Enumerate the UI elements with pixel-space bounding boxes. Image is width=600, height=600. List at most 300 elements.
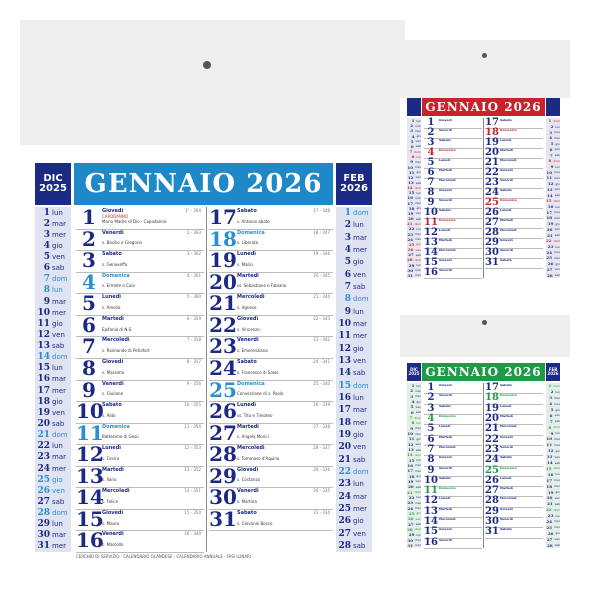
side-day-name: mar bbox=[415, 159, 421, 164]
day-number: 29 bbox=[485, 237, 499, 248]
saint-name: s. Raimondo di Peñafort bbox=[102, 348, 150, 354]
side-day-number: 16 bbox=[547, 204, 554, 210]
weekday-label: Giovedì bbox=[439, 258, 452, 262]
day-of-year: 17 - 348 bbox=[313, 208, 330, 213]
side-day-name: ven bbox=[415, 479, 421, 484]
side-day-number: 1 bbox=[548, 383, 552, 389]
day-number: 21 bbox=[485, 423, 499, 435]
side-day-name: dom bbox=[553, 507, 561, 512]
side-day-name: lun bbox=[353, 221, 364, 230]
days-column-1 bbox=[76, 207, 204, 552]
side-day-number: 9 bbox=[550, 430, 554, 436]
month-title-banner bbox=[74, 163, 333, 205]
next-month-header bbox=[336, 163, 372, 205]
side-day-number: 25 bbox=[546, 524, 552, 530]
side-day-number: 23 bbox=[547, 513, 554, 519]
weekday-label: Martedì bbox=[237, 272, 259, 279]
side-day-name: mer bbox=[414, 394, 421, 399]
day-number: 13 bbox=[424, 237, 438, 248]
side-day-number: 13 bbox=[546, 454, 553, 460]
side-day-name: dom bbox=[52, 431, 68, 440]
side-day-name: lun bbox=[416, 532, 421, 537]
side-day-name: mar bbox=[415, 538, 421, 542]
side-day-name: gio bbox=[52, 319, 63, 328]
side-day-name: mar bbox=[52, 297, 66, 306]
next-month-header bbox=[546, 363, 560, 381]
side-day-name: gio bbox=[416, 474, 421, 479]
day-number: 16 bbox=[424, 536, 438, 548]
side-day-name: sab bbox=[554, 153, 560, 158]
day-number: 5 bbox=[82, 291, 96, 316]
day-number: 30 bbox=[485, 247, 499, 258]
side-day-name: sab bbox=[554, 233, 560, 238]
side-day-name: ven bbox=[52, 330, 65, 339]
side-day-number: 21 bbox=[37, 430, 50, 441]
side-day-number: 27 bbox=[408, 521, 414, 527]
side-day-row bbox=[35, 385, 71, 396]
side-day-name: mar bbox=[52, 219, 66, 228]
day-number: 23 bbox=[485, 177, 499, 188]
side-day-name: lun bbox=[555, 124, 560, 129]
weekday-label: Mercoledì bbox=[500, 158, 517, 162]
prev-month-column bbox=[35, 207, 71, 552]
side-day-name: mer bbox=[553, 401, 560, 406]
side-day-name: lun bbox=[353, 393, 364, 402]
side-day-name: dom bbox=[353, 209, 369, 218]
side-day-row bbox=[35, 463, 71, 474]
next-month-name: FEB bbox=[548, 367, 558, 372]
side-day-name: ven bbox=[52, 408, 65, 417]
day-number: 20 bbox=[485, 412, 499, 424]
side-day-name: dom bbox=[553, 158, 560, 163]
weekday-label: Venerdì bbox=[439, 198, 453, 202]
side-day-number: 20 bbox=[408, 216, 414, 222]
side-day-row bbox=[336, 466, 372, 478]
side-day-number: 3 bbox=[549, 395, 552, 401]
side-day-name: gio bbox=[416, 170, 421, 175]
day-number: 6 bbox=[82, 312, 96, 337]
side-day-number: 25 bbox=[408, 510, 415, 516]
side-day-number: 14 bbox=[407, 452, 413, 458]
side-day-name: lun bbox=[353, 480, 364, 489]
side-day-number: 8 bbox=[411, 154, 415, 160]
side-day-number: 20 bbox=[37, 419, 50, 429]
side-day-row bbox=[336, 392, 372, 404]
side-day-number: 25 bbox=[546, 255, 552, 261]
side-day-row bbox=[35, 407, 71, 418]
day-number: 29 bbox=[209, 463, 237, 488]
side-day-name: gio bbox=[353, 344, 364, 353]
side-day-name: mer bbox=[353, 504, 368, 513]
weekday-label: Giovedì bbox=[500, 238, 513, 242]
prev-month-name: DIC bbox=[43, 173, 63, 184]
side-day-name: lun bbox=[555, 164, 560, 169]
side-day-number: 8 bbox=[411, 420, 415, 426]
side-day-name: gio bbox=[555, 407, 560, 412]
side-day-row bbox=[336, 380, 372, 392]
side-day-number: 19 bbox=[547, 221, 554, 227]
weekday-label: Lunedì bbox=[439, 228, 451, 232]
side-day-number: 1 bbox=[43, 207, 50, 218]
weekday-label: Lunedì bbox=[500, 208, 512, 212]
side-day-row bbox=[35, 507, 71, 518]
weekday-label: Sabato bbox=[102, 402, 122, 409]
side-day-name: ven bbox=[415, 247, 421, 252]
side-day-number: 24 bbox=[37, 463, 50, 474]
side-day-number: 20 bbox=[338, 442, 351, 453]
side-day-name: ven bbox=[554, 413, 560, 418]
side-day-number: 14 bbox=[338, 368, 351, 379]
saint-name: s. Genoveffa bbox=[102, 261, 128, 267]
saint-name: ss. Sebastiano e Fabiano bbox=[237, 283, 287, 289]
side-day-number: 3 bbox=[549, 129, 552, 135]
prev-month-year: 2025 bbox=[39, 183, 67, 194]
side-day-number: 21 bbox=[407, 489, 413, 495]
side-day-number: 5 bbox=[550, 407, 554, 412]
side-day-number: 23 bbox=[407, 231, 413, 237]
side-day-name: lun bbox=[52, 208, 63, 217]
side-day-name: dom bbox=[553, 383, 560, 388]
weekday-label: Lunedì bbox=[102, 445, 121, 452]
side-day-row bbox=[35, 240, 71, 251]
side-day-number: 13 bbox=[408, 447, 414, 453]
next-month-header bbox=[546, 98, 560, 116]
day-number: 27 bbox=[209, 420, 237, 445]
side-day-name: sab bbox=[415, 216, 421, 221]
hanging-hole bbox=[482, 320, 487, 325]
side-day-number: 2 bbox=[344, 220, 351, 231]
day-of-year: 31 - 334 bbox=[313, 509, 330, 515]
day-of-year: 27 - 338 bbox=[313, 423, 330, 429]
side-day-name: mer bbox=[553, 442, 560, 447]
day-number: 22 bbox=[485, 433, 499, 445]
side-day-number: 16 bbox=[37, 374, 50, 385]
side-day-number: 2 bbox=[410, 388, 413, 394]
weekday-label: Sabato bbox=[237, 509, 257, 516]
weekday-label: Martedì bbox=[102, 466, 124, 473]
day-number: 8 bbox=[427, 187, 435, 198]
day-number: 11 bbox=[76, 420, 104, 445]
day-number: 4 bbox=[82, 269, 96, 294]
saint-name: s. Martina bbox=[237, 499, 257, 505]
weekday-label: Lunedì bbox=[439, 158, 451, 162]
next-month-column bbox=[546, 383, 560, 548]
side-day-number: 1 bbox=[548, 118, 552, 124]
side-day-number: 26 bbox=[407, 247, 414, 253]
weekday-label: Sabato bbox=[500, 188, 512, 192]
weekday-label: Mercoledì bbox=[102, 488, 130, 495]
saint-name: ss. Tito e Timoteo bbox=[237, 412, 273, 418]
day-number: 19 bbox=[209, 248, 237, 273]
side-day-name: mar bbox=[415, 232, 421, 237]
day-number: 7 bbox=[82, 334, 96, 359]
side-day-number: 24 bbox=[407, 236, 413, 242]
side-day-number: 19 bbox=[338, 429, 351, 440]
side-day-name: dom bbox=[553, 466, 561, 471]
prev-month-year: 2025 bbox=[408, 371, 420, 376]
day-number: 27 bbox=[485, 217, 499, 228]
side-day-row bbox=[35, 307, 71, 318]
side-day-number: 21 bbox=[407, 221, 413, 227]
side-day-number: 7 bbox=[344, 282, 351, 293]
weekday-label: Martedì bbox=[500, 148, 514, 152]
side-day-row bbox=[407, 543, 421, 548]
side-day-number: 24 bbox=[338, 491, 351, 502]
side-day-name: dom bbox=[553, 118, 560, 123]
prev-month-column bbox=[407, 98, 421, 116]
side-day-number: 2 bbox=[550, 389, 554, 395]
side-day-name: sab bbox=[415, 410, 421, 415]
side-day-number: 28 bbox=[407, 526, 413, 532]
weekday-label: Martedì bbox=[439, 238, 453, 242]
side-day-number: 28 bbox=[37, 508, 50, 519]
side-day-number: 19 bbox=[407, 478, 414, 484]
side-day-row bbox=[35, 363, 71, 374]
red-calendar bbox=[400, 40, 570, 285]
weekday-label: Sabato bbox=[102, 251, 122, 258]
side-day-name: dom bbox=[414, 149, 421, 154]
side-day-row bbox=[35, 229, 71, 240]
side-day-name: mar bbox=[554, 130, 560, 135]
side-day-name: mar bbox=[554, 436, 560, 441]
side-day-number: 6 bbox=[344, 269, 351, 280]
weekday-label: Giovedì bbox=[439, 455, 452, 460]
side-day-row bbox=[336, 416, 372, 428]
side-day-number: 25 bbox=[37, 474, 50, 485]
weekday-label: Lunedì bbox=[237, 402, 256, 409]
day-number: 2 bbox=[427, 127, 435, 138]
side-day-number: 28 bbox=[407, 257, 413, 263]
weekday-label: Venerdì bbox=[439, 537, 453, 542]
side-day-name: gio bbox=[416, 206, 421, 211]
day-of-year: 18 - 347 bbox=[313, 229, 330, 235]
day-number: 29 bbox=[485, 505, 499, 517]
side-day-name: mer bbox=[553, 525, 560, 530]
day-row bbox=[424, 268, 482, 279]
day-number: 14 bbox=[76, 485, 104, 510]
side-day-name: mar bbox=[415, 426, 421, 431]
side-day-row bbox=[35, 452, 71, 463]
saint-name: s. Vincenzo bbox=[237, 326, 260, 332]
day-number: 26 bbox=[485, 207, 499, 218]
side-day-name: gio bbox=[555, 261, 560, 266]
side-day-number: 16 bbox=[547, 471, 554, 477]
side-day-name: mar bbox=[52, 375, 66, 384]
side-day-number: 21 bbox=[338, 454, 351, 465]
side-day-name: lun bbox=[52, 520, 63, 529]
side-day-name: gio bbox=[416, 436, 421, 441]
side-day-name: ven bbox=[353, 270, 366, 279]
day-number: 18 bbox=[485, 392, 499, 404]
day-number: 9 bbox=[427, 464, 435, 476]
side-day-name: dom bbox=[414, 185, 422, 190]
day-number: 3 bbox=[82, 248, 96, 273]
day-number: 9 bbox=[427, 197, 435, 208]
day-number: 15 bbox=[424, 257, 438, 268]
side-day-name: sab bbox=[415, 252, 421, 257]
weekday-label: Giovedì bbox=[500, 434, 513, 439]
prev-month-column bbox=[407, 118, 421, 278]
side-day-number: 19 bbox=[407, 210, 414, 216]
weekday-label: Sabato bbox=[439, 138, 451, 142]
day-of-year: 8 - 357 bbox=[186, 358, 201, 364]
side-day-name: sab bbox=[415, 144, 421, 149]
side-day-name: lun bbox=[416, 190, 421, 195]
side-day-name: gio bbox=[555, 448, 560, 453]
saint-name: s. Massimo bbox=[102, 369, 125, 375]
side-day-name: sab bbox=[554, 193, 560, 198]
side-day-number: 6 bbox=[549, 412, 553, 418]
side-day-name: mer bbox=[553, 175, 560, 180]
side-day-number: 6 bbox=[410, 143, 414, 149]
day-row bbox=[76, 530, 204, 553]
weekday-label: Domenica bbox=[439, 218, 456, 222]
side-day-name: mer bbox=[414, 128, 421, 133]
side-day-number: 13 bbox=[408, 180, 414, 185]
day-number: 15 bbox=[76, 506, 104, 531]
side-day-name: lun bbox=[555, 472, 560, 477]
side-day-number: 12 bbox=[37, 329, 50, 340]
day-number: 19 bbox=[485, 137, 499, 148]
saint-name: Conversione di s. Paolo bbox=[237, 391, 284, 397]
weekday-label: Sabato bbox=[237, 358, 257, 365]
side-day-row bbox=[336, 355, 372, 367]
side-day-name: ven bbox=[554, 267, 560, 272]
side-day-name: ven bbox=[415, 139, 421, 144]
side-day-number: 17 bbox=[407, 200, 413, 206]
day-number: 4 bbox=[427, 412, 435, 424]
saint-name: s. Emerenziana bbox=[237, 348, 268, 354]
side-day-number: 20 bbox=[408, 484, 414, 490]
side-day-name: mer bbox=[414, 201, 421, 206]
weekday-label: Giovedì bbox=[237, 466, 259, 473]
day-number: 28 bbox=[485, 495, 499, 507]
day-of-year: 28 - 337 bbox=[313, 445, 330, 451]
side-day-number: 17 bbox=[407, 468, 413, 474]
weekday-label: Sabato bbox=[500, 527, 512, 532]
side-day-name: lun bbox=[52, 286, 63, 295]
day-number: 14 bbox=[424, 247, 438, 258]
day-number: 18 bbox=[485, 127, 499, 138]
weekday-label: Venerdì bbox=[439, 465, 453, 470]
side-day-number: 2 bbox=[550, 124, 554, 130]
side-day-name: ven bbox=[554, 187, 560, 192]
day-number: 2 bbox=[427, 392, 435, 404]
green-calendar bbox=[400, 315, 570, 560]
day-number: 25 bbox=[209, 377, 237, 402]
day-of-year: 23 - 342 bbox=[313, 337, 330, 343]
day-number: 7 bbox=[427, 443, 435, 455]
side-day-number: 18 bbox=[338, 417, 351, 428]
side-day-number: 26 bbox=[37, 485, 50, 496]
side-day-row bbox=[35, 296, 71, 307]
day-number: 22 bbox=[209, 312, 237, 337]
side-day-number: 14 bbox=[407, 185, 413, 191]
side-day-name: mar bbox=[415, 463, 421, 468]
side-day-number: 13 bbox=[546, 186, 553, 192]
side-day-row bbox=[546, 272, 560, 278]
side-day-number: 17 bbox=[338, 405, 351, 416]
day-of-year: 21 - 344 bbox=[313, 294, 330, 300]
side-day-row bbox=[546, 542, 560, 548]
side-day-name: mer bbox=[353, 418, 368, 427]
side-day-name: sab bbox=[52, 497, 65, 506]
side-day-name: mar bbox=[415, 500, 421, 505]
side-day-name: lun bbox=[353, 307, 364, 316]
weekday-label: Lunedì bbox=[500, 138, 512, 142]
side-day-row bbox=[35, 530, 71, 541]
header-flap bbox=[400, 40, 570, 98]
weekday-label: Domenica bbox=[439, 486, 456, 491]
side-day-name: lun bbox=[555, 513, 560, 518]
saint-name: s. Mario bbox=[237, 261, 253, 267]
weekday-label: Mercoledì bbox=[500, 496, 517, 501]
day-number: 6 bbox=[427, 167, 435, 178]
side-day-name: gio bbox=[555, 181, 560, 186]
side-day-name: sab bbox=[554, 543, 560, 548]
day-of-year: 25 - 340 bbox=[313, 380, 330, 386]
side-day-number: 8 bbox=[344, 294, 351, 305]
side-day-row bbox=[336, 232, 372, 244]
side-day-number: 26 bbox=[547, 530, 554, 536]
saint-name: s. Agnese bbox=[237, 304, 257, 310]
side-day-number: 15 bbox=[546, 198, 552, 204]
saint-name: s. Tommaso d'Aquino bbox=[237, 455, 280, 461]
day-number: 28 bbox=[485, 227, 499, 238]
side-day-name: mer bbox=[414, 468, 421, 473]
side-day-name: gio bbox=[52, 397, 63, 406]
side-day-number: 12 bbox=[338, 343, 351, 354]
day-number: 4 bbox=[427, 147, 435, 158]
side-day-name: mar bbox=[415, 388, 421, 393]
hanging-hole bbox=[203, 61, 211, 69]
side-day-number: 7 bbox=[43, 274, 50, 285]
side-day-row bbox=[336, 207, 372, 219]
side-day-number: 25 bbox=[338, 503, 351, 514]
day-number: 28 bbox=[209, 442, 237, 467]
day-number: 30 bbox=[209, 485, 237, 510]
side-day-name: mar bbox=[554, 170, 560, 175]
day-number: 24 bbox=[209, 355, 237, 380]
side-day-name: dom bbox=[553, 198, 561, 203]
weekday-label: Venerdì bbox=[237, 337, 259, 344]
next-month-year: 2026 bbox=[547, 371, 559, 376]
side-day-number: 30 bbox=[407, 267, 413, 273]
day-of-year: 19 - 346 bbox=[313, 251, 330, 257]
weekday-label: Martedì bbox=[439, 506, 453, 511]
day-number: 25 bbox=[485, 197, 499, 208]
day-number: 5 bbox=[427, 157, 435, 168]
side-day-name: dom bbox=[553, 238, 561, 243]
day-number: 26 bbox=[209, 399, 237, 424]
side-day-row bbox=[35, 285, 71, 296]
day-number: 12 bbox=[424, 495, 438, 507]
saint-name: s. Mauro bbox=[102, 520, 120, 526]
side-day-row bbox=[336, 367, 372, 379]
side-day-row bbox=[336, 540, 372, 552]
side-day-name: dom bbox=[353, 467, 369, 476]
weekday-label: Giovedì bbox=[102, 208, 124, 214]
side-day-name: mer bbox=[353, 246, 368, 255]
day-of-year: 16 - 349 bbox=[184, 531, 201, 537]
side-day-number: 3 bbox=[344, 232, 351, 243]
side-day-number: 18 bbox=[408, 473, 415, 479]
side-day-name: sab bbox=[353, 369, 366, 378]
side-day-number: 3 bbox=[410, 128, 413, 134]
side-day-number: 15 bbox=[408, 457, 415, 463]
side-day-number: 24 bbox=[546, 249, 552, 255]
large-calendar bbox=[20, 20, 405, 565]
